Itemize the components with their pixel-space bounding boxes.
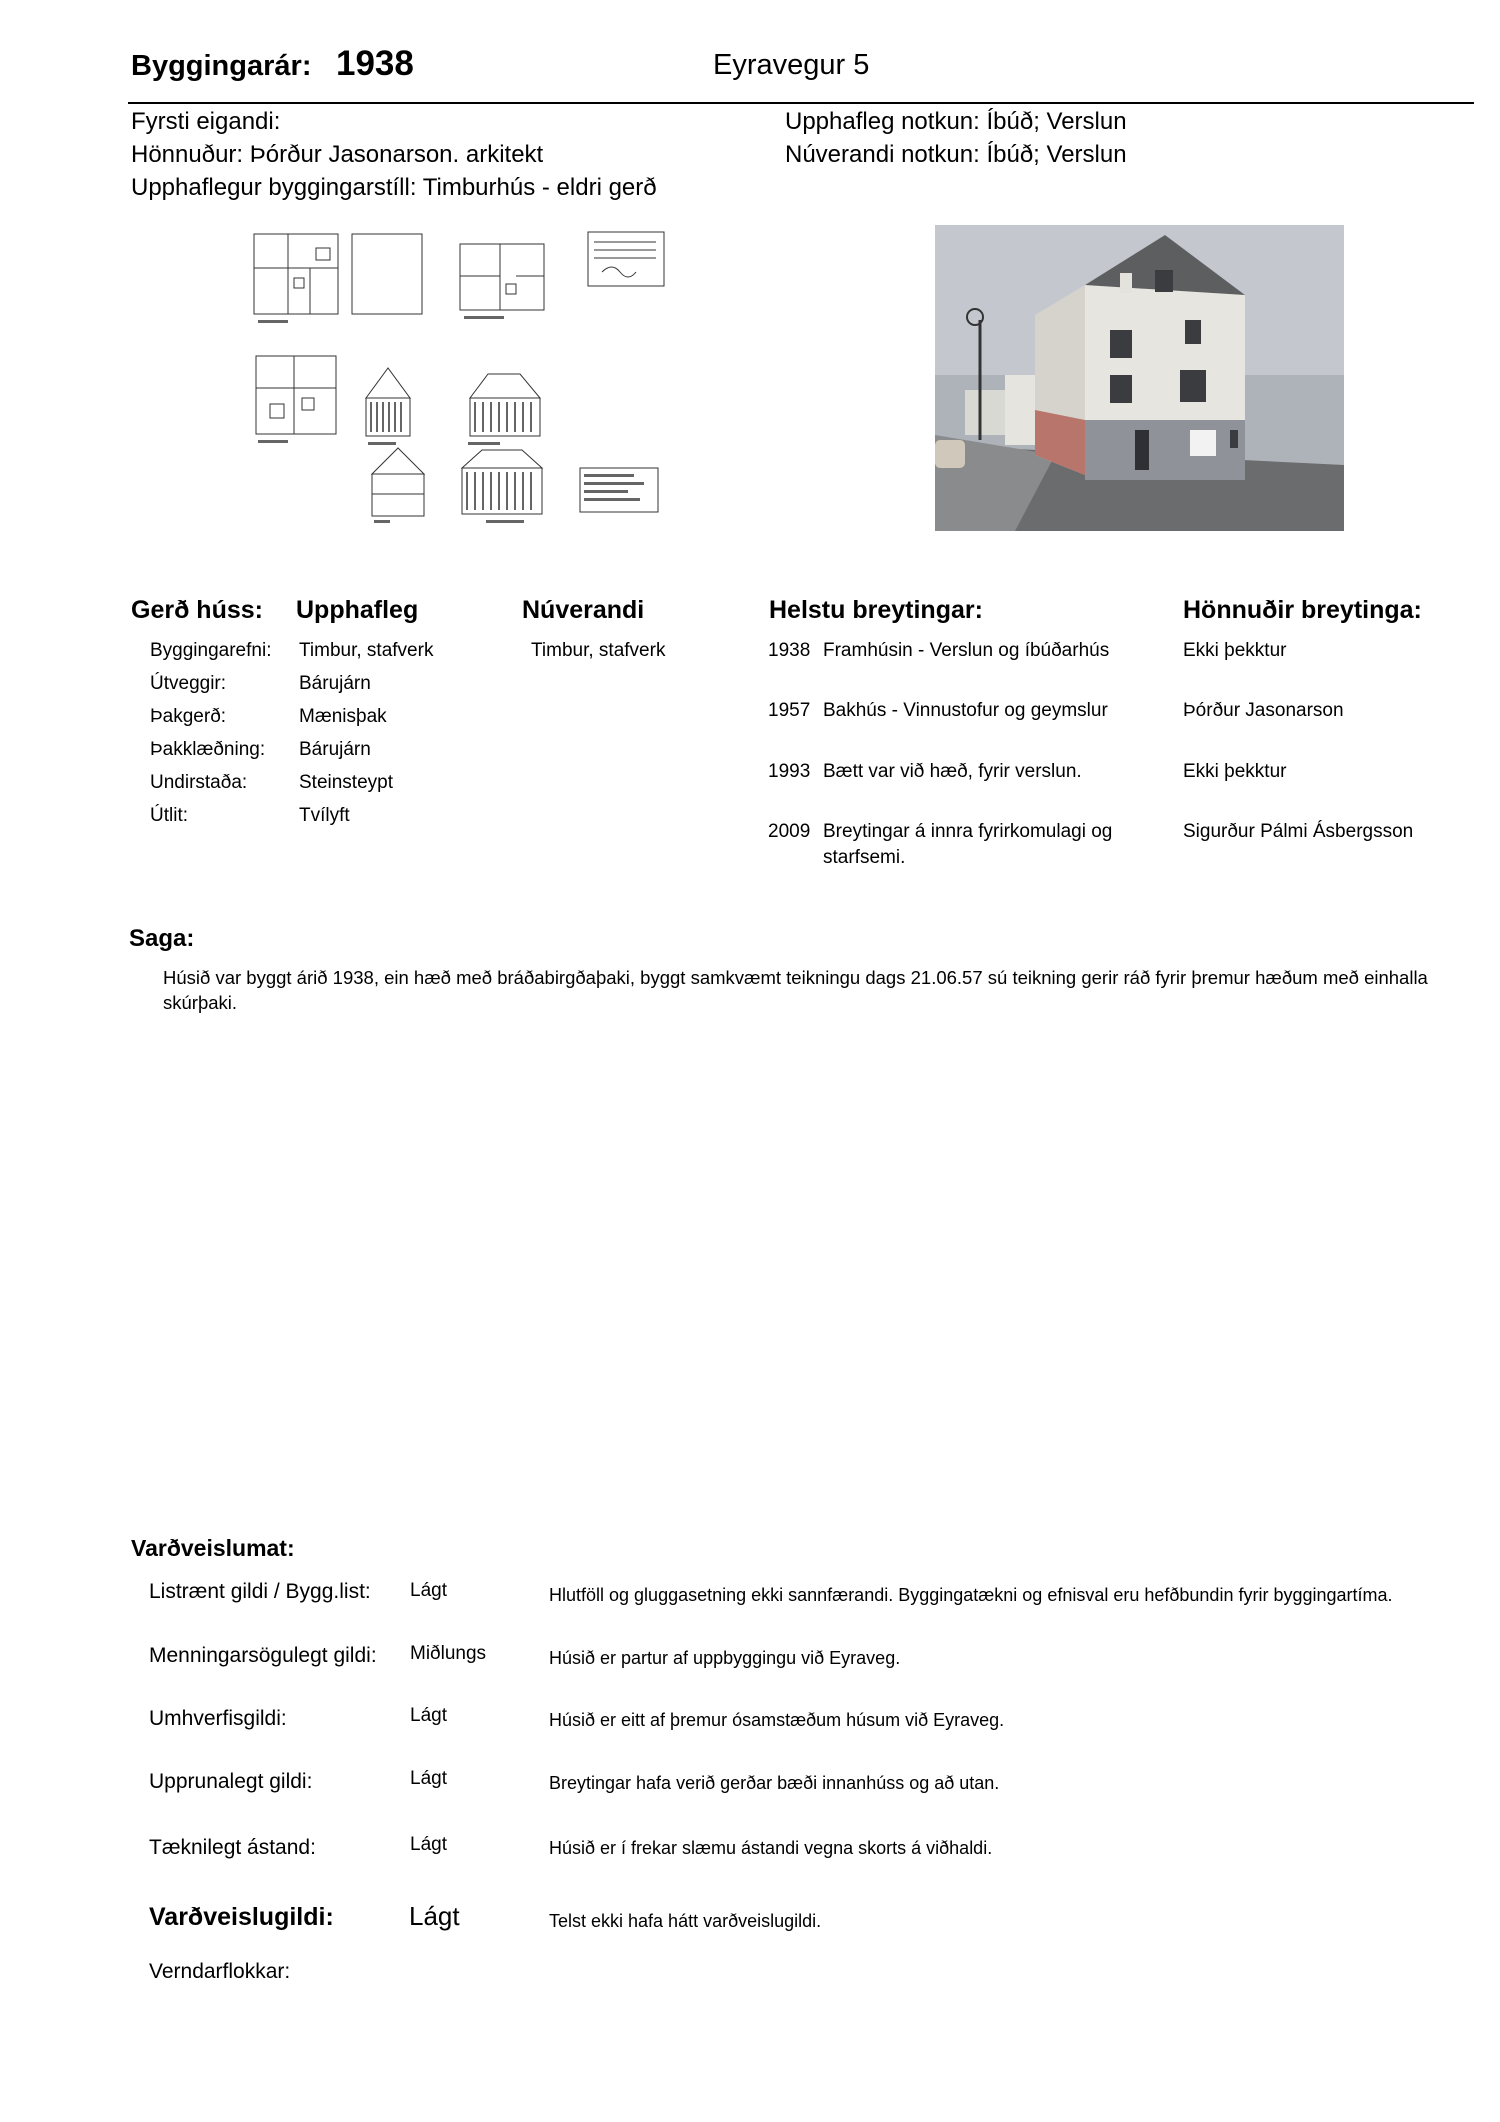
designer: Hönnuður: Þórður Jasonarson. arkitekt — [131, 141, 544, 168]
change-designer: Sigurður Pálmi Ásbergsson — [1183, 821, 1414, 842]
row-original: Timbur, stafverk — [299, 640, 434, 661]
row-original: Tvílyft — [299, 805, 350, 826]
change-text: Bætt var við hæð, fyrir verslun. — [823, 761, 1082, 782]
assessment-text: Breytingar hafa verið gerðar bæði innanhúss og að utan. — [549, 1773, 1000, 1793]
row-original: Mænisþak — [299, 706, 387, 727]
header-original: Upphafleg — [296, 596, 419, 624]
assessment-text: Húsið er í frekar slæmu ástandi vegna skorts á viðhaldi. — [549, 1838, 993, 1858]
assessment-label: Umhverfisgildi: — [149, 1707, 287, 1730]
preservation-value: Lágt — [409, 1901, 460, 1931]
assessment-text: Hlutföll og gluggasetning ekki sannfærandi. Byggingatækni og efnisval eru hefðbundin fyrir byggingartíma. — [549, 1585, 1393, 1605]
row-current: Timbur, stafverk — [531, 640, 666, 661]
row-label: Byggingarefni: — [150, 640, 272, 661]
row-label: Útveggir: — [150, 673, 227, 694]
original-use: Upphafleg notkun: Íbúð; Verslun — [785, 108, 1127, 135]
assessment-value: Lágt — [410, 1768, 447, 1789]
header-main-changes: Helstu breytingar: — [769, 596, 983, 624]
year-label: Byggingarár: — [131, 50, 312, 82]
building-style: Upphaflegur byggingarstíll: Timburhús - eldri gerð — [131, 174, 657, 201]
row-original: Bárujárn — [299, 673, 371, 694]
assessment-title: Varðveislumat: — [131, 1535, 295, 1561]
header-divider — [128, 102, 1474, 104]
change-text-continued: starfsemi. — [823, 847, 906, 868]
header-current: Núverandi — [522, 596, 645, 624]
assessment-label: Upprunalegt gildi: — [149, 1770, 313, 1793]
assessment-text: Húsið er partur af uppbyggingu við Eyraveg. — [549, 1648, 901, 1668]
change-text: Framhúsin - Verslun og íbúðarhús — [823, 640, 1110, 661]
history-title: Saga: — [129, 925, 195, 952]
row-original: Steinsteypt — [299, 772, 393, 793]
assessment-text: Húsið er eitt af þremur ósamstæðum húsum við Eyraveg. — [549, 1710, 1005, 1730]
header-building-type: Gerð húss: — [131, 596, 263, 624]
assessment-value: Miðlungs — [410, 1643, 487, 1664]
current-use: Núverandi notkun: Íbúð; Verslun — [785, 141, 1127, 168]
change-text: Breytingar á innra fyrirkomulagi og — [823, 821, 1113, 842]
row-label: Þakklæðning: — [150, 739, 266, 760]
change-designer: Ekki þekktur — [1183, 640, 1287, 661]
change-year: 1938 — [768, 640, 811, 661]
address: Eyravegur 5 — [713, 49, 870, 81]
assessment-value: Lágt — [410, 1705, 447, 1726]
row-label: Undirstaða: — [150, 772, 248, 793]
change-text: Bakhús - Vinnustofur og geymslur — [823, 700, 1108, 721]
change-designer: Ekki þekktur — [1183, 761, 1287, 782]
row-original: Bárujárn — [299, 739, 371, 760]
preservation-value-label: Varðveislugildi: — [149, 1903, 334, 1931]
build-year: 1938 — [336, 44, 414, 83]
history-text: Húsið var byggt árið 1938, ein hæð með bráðabirgðaþaki, byggt samkvæmt teikningu dags 21.06.57 sú teikning gerir ráð fyrir þremur hæðum með einhalla skúrþaki. — [163, 967, 1428, 1013]
preservation-text: Telst ekki hafa hátt varðveislugildi. — [549, 1911, 822, 1931]
assessment-value: Lágt — [410, 1834, 447, 1855]
assessment-label: Tæknilegt ástand: — [149, 1836, 316, 1859]
assessment-label: Listrænt gildi / Bygg.list: — [149, 1580, 371, 1603]
architectural-drawing — [250, 228, 670, 528]
assessment-label: Menningarsögulegt gildi: — [149, 1644, 377, 1667]
protection-category-label: Verndarflokkar: — [149, 1960, 291, 1983]
assessment-value: Lágt — [410, 1580, 447, 1601]
change-year: 1957 — [768, 700, 811, 721]
building-photo — [935, 225, 1344, 531]
first-owner: Fyrsti eigandi: — [131, 108, 281, 135]
change-year: 1993 — [768, 761, 811, 782]
header-change-designers: Hönnuðir breytinga: — [1183, 596, 1422, 624]
change-designer: Þórður Jasonarson — [1183, 700, 1344, 721]
row-label: Útlit: — [150, 805, 188, 826]
change-year: 2009 — [768, 821, 811, 842]
row-label: Þakgerð: — [150, 706, 227, 727]
